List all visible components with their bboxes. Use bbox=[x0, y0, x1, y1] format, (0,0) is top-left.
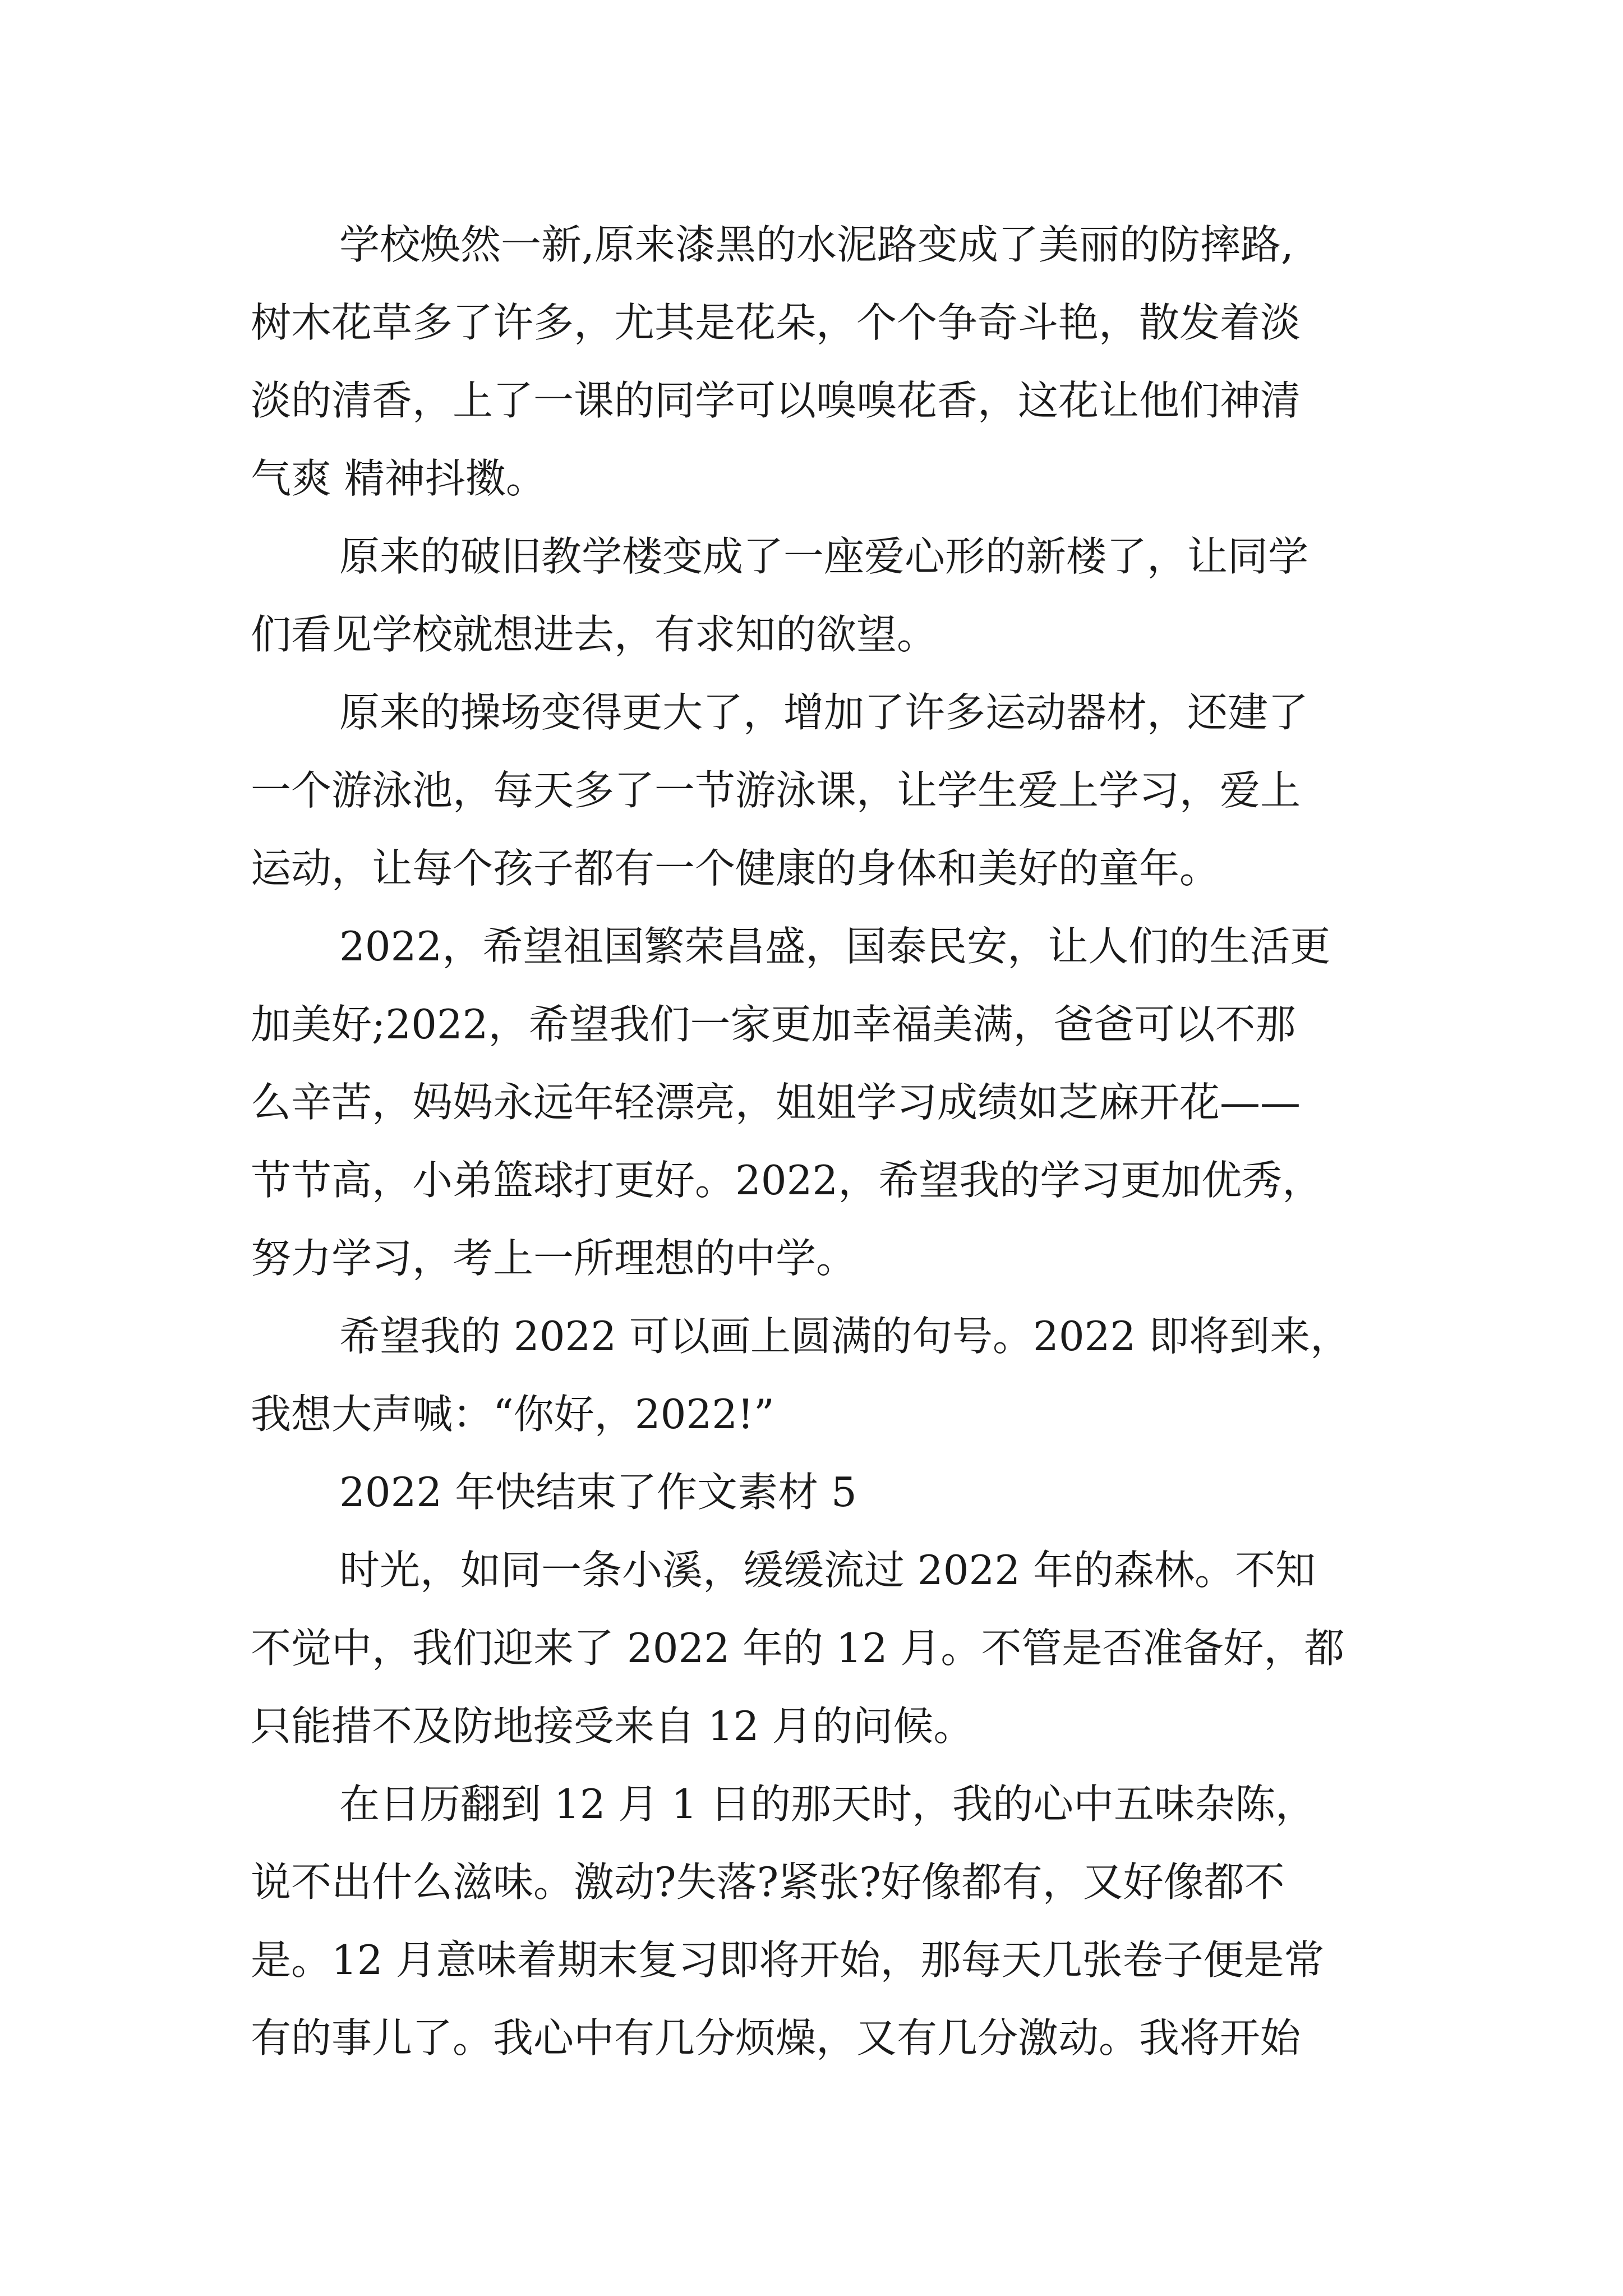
text-line: 时光，如同一条小溪，缓缓流过 2022 年的森林。不知 bbox=[339, 1547, 1316, 1594]
text-line: 2022，希望祖国繁荣昌盛，国泰民安，让人们的生活更 bbox=[339, 923, 1331, 970]
text-line: 一个游泳池，每天多了一节游泳课，让学生爱上学习，爱上 bbox=[251, 767, 1301, 814]
text-line: 学校焕然一新,原来漆黑的水泥路变成了美丽的防摔路, bbox=[339, 221, 1294, 268]
section-heading: 2022 年快结束了作文素材 5 bbox=[339, 1469, 857, 1516]
text-line: 原来的破旧教学楼变成了一座爱心形的新楼了，让同学 bbox=[339, 533, 1309, 580]
text-line: 有的事儿了。我心中有几分烦燥，又有几分激动。我将开始 bbox=[251, 2014, 1301, 2062]
text-line: 气爽 精神抖擞。 bbox=[251, 455, 546, 502]
text-line: 我想大声喊：“你好，2022!” bbox=[251, 1391, 774, 1438]
text-line: 加美好;2022，希望我们一家更加幸福美满，爸爸可以不那 bbox=[251, 1001, 1296, 1048]
text-line: 原来的操场变得更大了，增加了许多运动器材，还建了 bbox=[339, 689, 1309, 736]
text-line: 是。12 月意味着期末复习即将开始，那每天几张卷子便是常 bbox=[251, 1936, 1325, 1984]
text-line: 希望我的 2022 可以画上圆满的句号。2022 即将到来， bbox=[339, 1313, 1351, 1360]
text-line: 在日历翻到 12 月 1 日的那天时，我的心中五味杂陈， bbox=[339, 1780, 1316, 1828]
text-line: 努力学习，考上一所理想的中学。 bbox=[251, 1235, 857, 1282]
text-line: 不觉中，我们迎来了 2022 年的 12 月。不管是否准备好，都 bbox=[251, 1625, 1345, 1672]
text-line: 们看见学校就想进去，有求知的欲望。 bbox=[251, 611, 938, 658]
text-line: 淡的清香，上了一课的同学可以嗅嗅花香，这花让他们神清 bbox=[251, 377, 1301, 424]
text-line: 树木花草多了许多，尤其是花朵，个个争奇斗艳，散发着淡 bbox=[251, 299, 1301, 346]
text-line: 么辛苦，妈妈永远年轻漂亮，姐姐学习成绩如芝麻开花—— bbox=[251, 1079, 1301, 1126]
text-line: 节节高，小弟篮球打更好。2022，希望我的学习更加优秀， bbox=[251, 1157, 1323, 1204]
text-line: 说不出什么滋味。激动?失落?紧张?好像都有，又好像都不 bbox=[251, 1858, 1285, 1906]
text-line: 运动，让每个孩子都有一个健康的身体和美好的童年。 bbox=[251, 845, 1220, 892]
text-line: 只能措不及防地接受来自 12 月的问候。 bbox=[251, 1703, 974, 1750]
